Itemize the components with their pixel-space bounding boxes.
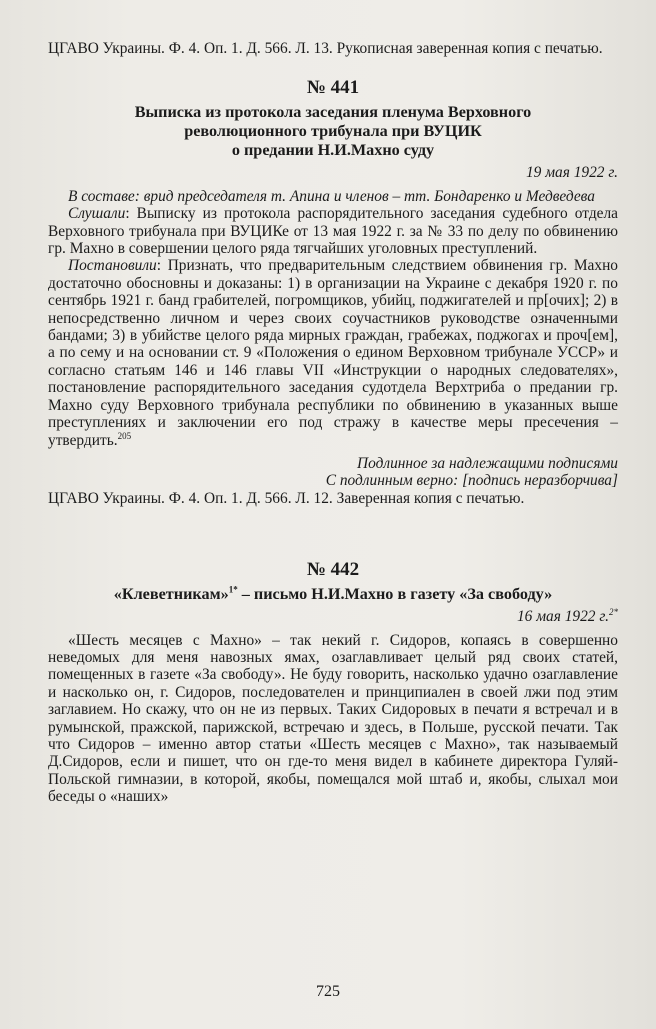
doc-442-title-part-a: «Клеветникам»: [113, 585, 229, 604]
top-source-line: ЦГАВО Украины. Ф. 4. Оп. 1. Д. 566. Л. 13. Рукописная заверенная копия с печатью.: [48, 40, 603, 57]
doc-441-resolved-paragraph: [48, 257, 618, 448]
doc-441-source: ЦГАВО Украины. Ф. 4. Оп. 1. Д. 566. Л. 12. Заверенная копия с печатью.: [48, 489, 525, 507]
doc-441-heard-paragraph: [48, 205, 618, 257]
heard-label: Слушали: [68, 205, 126, 223]
doc-441-title-line-1: Выписка из протокола заседания пленума Верховного: [134, 103, 532, 122]
resolved-text: : Признать, что предварительным следствием обвинения гр. Махно достаточно обосновны и доказаны: 1) в организации на Украине с декабря 1920 г. по сентябрь 1921 г. банд грабителей, погромщиков, убийц, поджигателей и пр[очих]; 2) в непосредственно личном и через своих соучастников руководстве означенными бандами; 3) в убийстве целого ряда мирных граждан, грабежах, поджогах и проч[ем], а по сему и на основании ст. 9 «Положения о едином Верховном трибунале УССР» и согласно статьям 146 и 146 главы VII «Инструкции о народных следователях», постановление распорядительного заседания судотдела Верхтриба о предании гр. Махно суду Верховного трибунала республики по обвинению в указанных выше преступлениях и заключении его под стражу в качестве меры пресечения – утвердить.: [48, 257, 618, 449]
doc-441-verified-note: С подлинным верно: [подпись неразборчива]: [325, 472, 618, 490]
doc-441-title-line-2: революционного трибунала при ВУЦИК: [184, 122, 482, 141]
doc-441-title-line-3: о предании Н.И.Махно суду: [231, 141, 435, 160]
doc-441-number: № 441: [306, 77, 360, 99]
page-number: 725: [316, 983, 340, 1000]
doc-442-number: № 442: [306, 559, 360, 581]
doc-441-original-note: Подлинное за надлежащими подписями: [356, 454, 618, 472]
doc-442-title-ref: 1*: [228, 584, 238, 595]
doc-442-date: [48, 608, 618, 625]
doc-442-date-text: 16 мая 1922 г.: [516, 608, 609, 626]
doc-442-title-part-b: – письмо Н.И.Махно в газету «За свободу»: [237, 585, 553, 604]
footnote-ref-205: 205: [117, 430, 132, 441]
text-column: [48, 40, 618, 806]
doc-442-title: [48, 585, 618, 604]
doc-442-date-ref: 2*: [609, 607, 618, 617]
doc-441-composition: В составе: врид председателя т. Апина и членов – тт. Бондаренко и Медведева: [68, 187, 595, 205]
resolved-label: Постановили: [68, 257, 157, 275]
doc-441-date: 19 мая 1922 г.: [525, 164, 618, 182]
doc-442-body: «Шесть месяцев с Махно» – так некий г. Сидоров, копаясь в совершенно неведомых для меня навозных ямах, озаглавливает целый ряд своих статей, помещенных в газете «За свободу». Не буду говорить, насколько удачно озаглавление и насколько он, г. Сидоров, последователен и принципиален в своей лжи под этим заглавием. Но скажу, что он не из первых. Таких Сидоровых в печати я встречал и в румынской, пражской, парижской, встречаю и здесь, в Польше, русской печати. Так что Сидоров – именно автор статьи «Шесть месяцев с Махно», так называемый Д.Сидоров, если и пишет, что он где-то меня видел в кабинете директора Гуляй-Польской гимназии, в которой, якобы, помещался мой штаб и, якобы, слыхал мои беседы о «наших»: [48, 631, 618, 806]
heard-text: : Выписку из протокола распорядительного заседания судебного отдела Верховного трибунала при ВУЦИКе от 13 мая 1922 г. за № 33 по делу по обвинению гр. Махно в совершении целого ряда тягчайших уголовных преступлений.: [48, 205, 618, 258]
